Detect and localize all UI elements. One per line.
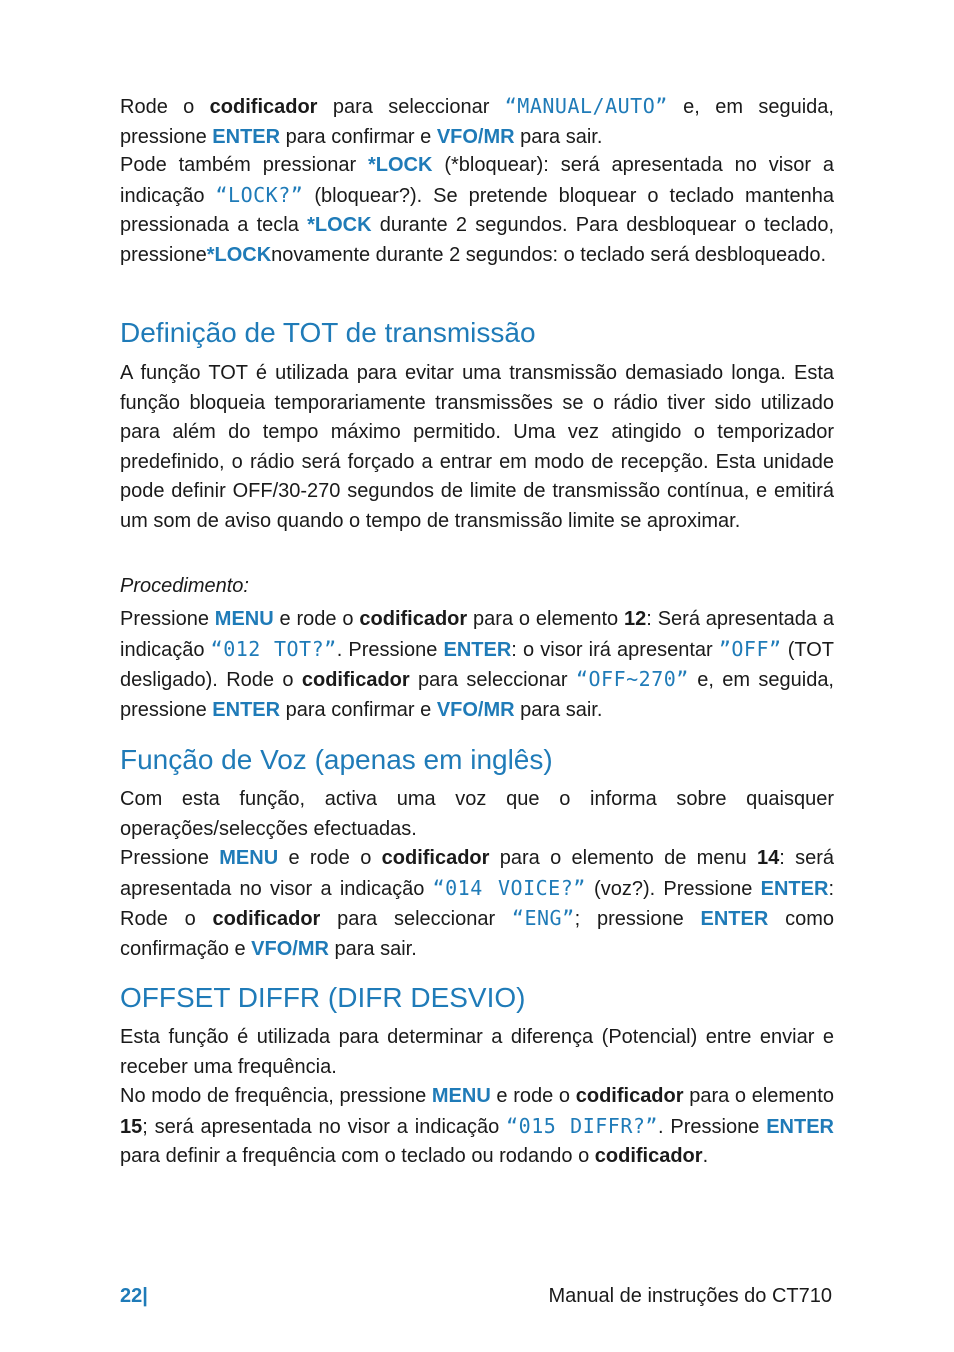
text: Pode também pressionar (120, 154, 368, 176)
lcd-text: “015 DIFFR?” (506, 1113, 658, 1138)
offset-procedure (120, 1082, 834, 1172)
key-label: *LOCK (368, 154, 433, 176)
text: e rode o (273, 608, 360, 630)
text: novamente durante 2 segundos: o teclado será desbloqueado. (271, 243, 827, 266)
key-label: ENTER (760, 877, 829, 900)
lcd-text: ”OFF” (718, 636, 782, 661)
lcd-text: “LOCK?” (215, 182, 304, 207)
text: para sair. (514, 125, 603, 148)
text: : será apresentada no visor a indicação (120, 847, 834, 900)
text: e, em seguida, pressione (120, 96, 834, 148)
key-label: MENU (431, 1085, 491, 1107)
bold-term: 14 (756, 847, 780, 869)
procedure-label: Procedimento: (120, 575, 249, 597)
text: : Será apresentada a indicação (120, 608, 834, 661)
text: para o elemento (467, 608, 625, 630)
text: para definir a frequência com o teclado ou rodando o (120, 1145, 595, 1167)
key-label: ENTER (443, 638, 512, 661)
text: . Pressione (657, 1115, 767, 1138)
bold-term: codificador (575, 1085, 684, 1107)
text: para o elemento (683, 1085, 834, 1107)
text: (TOT desligado). Rode o (120, 638, 834, 691)
text: para confirmar e (280, 125, 437, 148)
offset-description: Esta função é utilizada para determinar a diferença (Potencial) entre enviar e receber uma frequência. (120, 1026, 834, 1078)
key-label: ENTER (212, 125, 281, 148)
section-title-voice: Função de Voz (apenas em inglês) (120, 744, 553, 775)
bold-term: codificador (359, 608, 468, 630)
key-label: *LOCK (206, 243, 272, 266)
text: e, em seguida, pressione (120, 669, 834, 721)
text: . (702, 1145, 709, 1167)
bold-term: codificador (594, 1145, 703, 1167)
key-label: *LOCK (307, 214, 372, 236)
bold-term: 15 (120, 1115, 143, 1138)
text: para o elemento de menu (489, 847, 757, 869)
text: (*bloquear): será apresentada no visor a indicação (120, 154, 834, 207)
key-label: ENTER (766, 1115, 834, 1138)
text: No modo de frequência, pressione (120, 1085, 432, 1107)
text: para sair. (514, 698, 603, 721)
text: para seleccionar (320, 908, 512, 930)
text: para seleccionar (317, 96, 505, 118)
text: durante 2 segundos. Para desbloquear o teclado, pressione (120, 214, 834, 266)
text: Pressione (120, 608, 215, 630)
text: (bloquear?). Se pretende bloquear o teclado mantenha pressionada a tecla (120, 184, 834, 236)
key-label: ENTER (212, 698, 281, 721)
intro-paragraph-2 (120, 151, 834, 270)
section-title-tot: Definição de TOT de transmissão (120, 317, 536, 348)
lcd-text: “OFF~270” (575, 667, 689, 691)
lcd-text: “014 VOICE?” (432, 875, 586, 900)
bold-term: codificador (301, 669, 410, 691)
text: (voz?). Pressione (585, 877, 761, 900)
page-number: 22| (120, 1285, 148, 1307)
lcd-text: “MANUAL/AUTO” (504, 94, 668, 118)
tot-procedure (120, 605, 834, 725)
text: : Rode o (120, 877, 834, 930)
section-title-offset: OFFSET DIFFR (DIFR DESVIO) (120, 982, 526, 1013)
intro-paragraph-1 (120, 92, 834, 152)
text: e rode o (278, 847, 382, 869)
text: para sair. (328, 937, 417, 960)
text: Pressione (120, 847, 220, 869)
manual-title: Manual de instruções do CT710 (548, 1285, 832, 1307)
text: : o visor irá apresentar (511, 638, 719, 661)
bold-term: 12 (624, 608, 647, 630)
tot-description: A função TOT é utilizada para evitar uma transmissão demasiado longa. Esta função bloqueia temporariamente transmissões se o rádio tiver sido utilizado para além do tempo máximo permitido. Uma vez atingido o temporizador predefinido, o rádio será forçado a entrar em modo de recepção. Esta unidade pode definir OFF/30-270 segundos de limite de transmissão contínua, e emitirá um som de aviso quando o tempo de transmissão limite se aproximar. (120, 362, 834, 532)
text: para confirmar e (280, 698, 437, 721)
lcd-text: “012 TOT?” (210, 636, 337, 661)
bold-term: codificador (212, 908, 321, 930)
text: como confirmação e (120, 908, 834, 960)
key-label: MENU (219, 847, 279, 869)
key-label: MENU (214, 608, 274, 630)
bold-term: codificador (209, 96, 318, 118)
key-label: VFO/MR (436, 125, 515, 148)
text: ; pressione (574, 908, 701, 930)
key-label: VFO/MR (436, 698, 515, 721)
lcd-text: “ENG” (511, 906, 575, 930)
text: para seleccionar (409, 669, 576, 691)
bold-term: codificador (381, 847, 490, 869)
voice-procedure (120, 844, 834, 964)
key-label: VFO/MR (251, 937, 329, 960)
voice-description: Com esta função, activa uma voz que o informa sobre quaisquer operações/selecções efectuadas. (120, 788, 834, 840)
text: e rode o (490, 1085, 576, 1107)
text: ; será apresentada no visor a indicação (142, 1115, 507, 1138)
text: . Pressione (336, 638, 444, 661)
key-label: ENTER (700, 908, 769, 930)
text: Rode o (120, 96, 210, 118)
